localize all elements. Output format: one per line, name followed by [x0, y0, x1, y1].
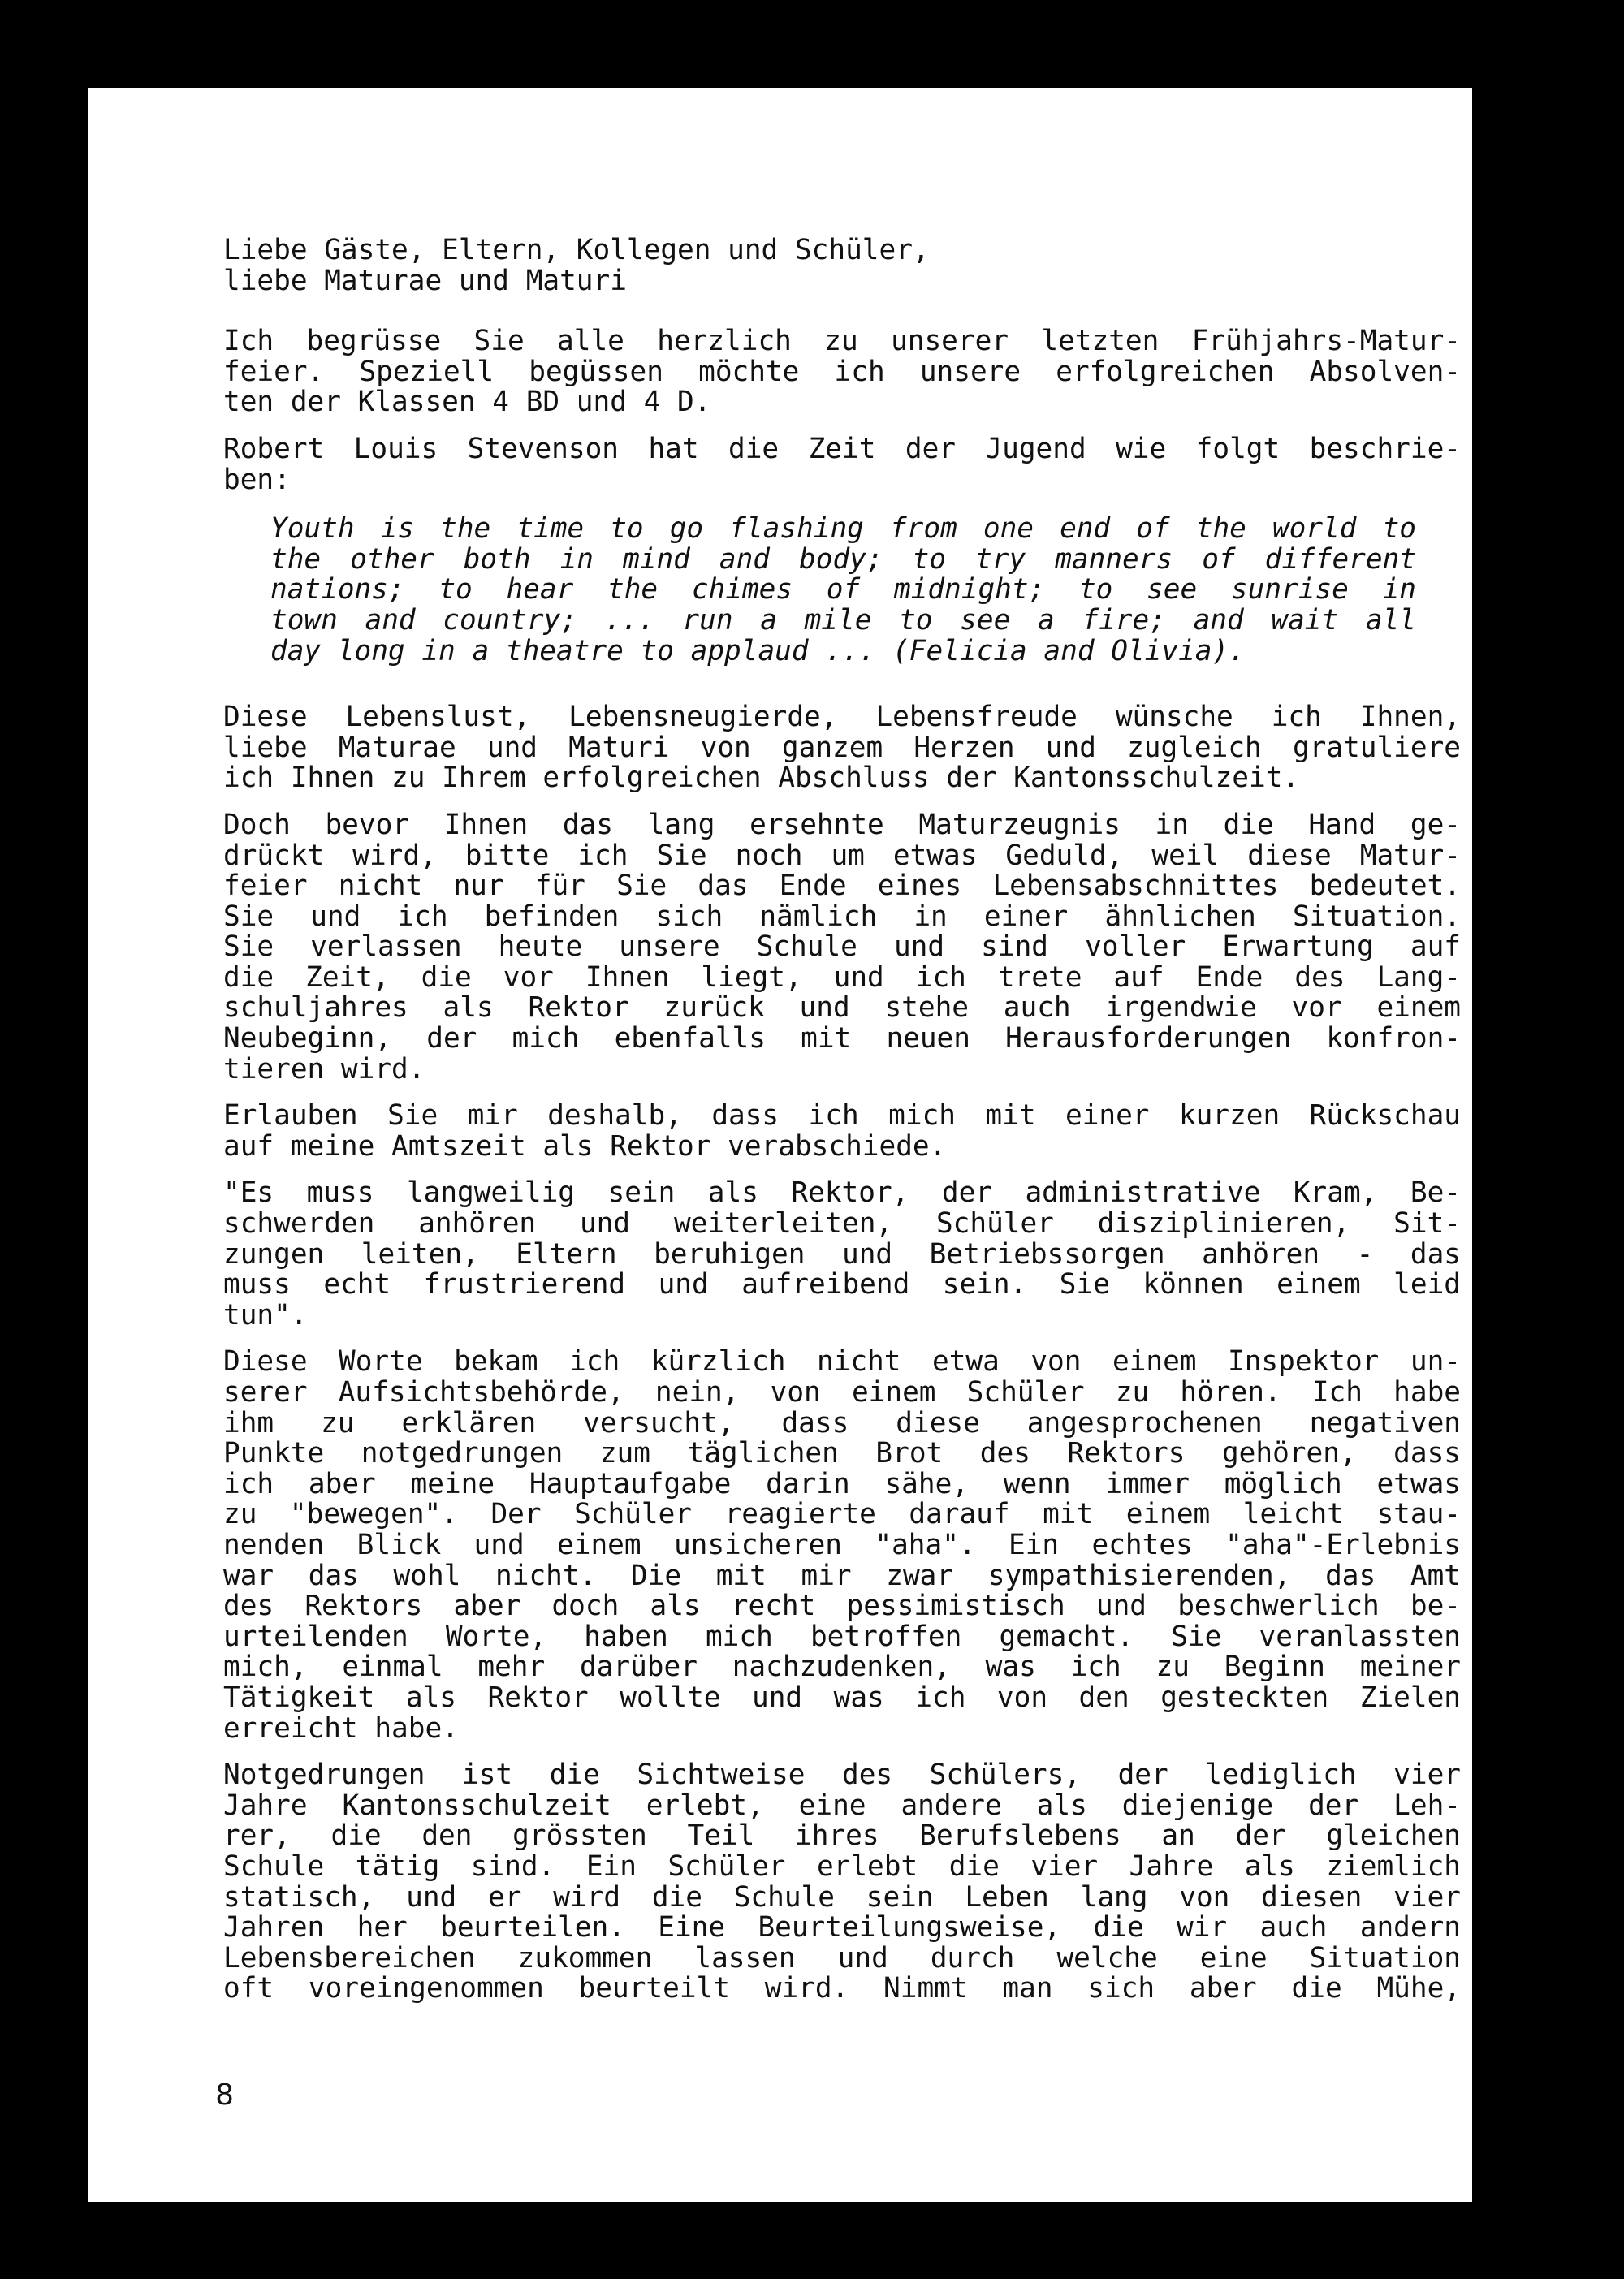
text-line: schuljahres als Rektor zurück und stehe auch irgendwie vor einem: [223, 993, 1461, 1025]
text-line: Diese Lebenslust, Lebensneugierde, Lebensfreude wünsche ich Ihnen,: [223, 702, 1461, 733]
text-line: ihm zu erklären versucht, dass diese angesprochenen negativen: [223, 1408, 1461, 1439]
text-line: Liebe Gäste, Eltern, Kollegen und Schüler,: [223, 235, 930, 266]
paragraph: [223, 810, 1461, 1085]
text-line: oft voreingenommen beurteilt wird. Nimmt man sich aber die Mühe,: [223, 1974, 1461, 2005]
text-line: feier nicht nur für Sie das Ende eines Lebensabschnittes bedeutet.: [223, 871, 1461, 902]
text-line: Robert Louis Stevenson hat die Zeit der Jugend wie folgt beschrie-: [223, 434, 1461, 465]
text-line: Jahre Kantonsschulzeit erlebt, eine andere als diejenige der Leh-: [223, 1790, 1461, 1822]
stevenson-quote: [270, 514, 1416, 667]
text-line: Tätigkeit als Rektor wollte und was ich von den gesteckten Zielen: [223, 1682, 1461, 1714]
text-line: Sie und ich befinden sich nämlich in einer ähnlichen Situation.: [223, 901, 1461, 933]
text-line: ten der Klassen 4 BD und 4 D.: [223, 387, 711, 418]
text-line: Jahren her beurteilen. Eine Beurteilungsweise, die wir auch andern: [223, 1913, 1461, 1944]
text-line: "Es muss langweilig sein als Rektor, der administrative Kram, Be-: [223, 1178, 1461, 1210]
text-line: the other both in mind and body; to try manners of different: [270, 544, 1416, 576]
paragraph: [223, 1347, 1461, 1744]
text-line: ben:: [223, 464, 291, 496]
text-line: erreicht habe.: [223, 1713, 459, 1745]
paragraph: [223, 1101, 1461, 1162]
text-line: Sie verlassen heute unsere Schule und sind voller Erwartung auf: [223, 932, 1461, 963]
text-line: war das wohl nicht. Die mit mir zwar sympathisierenden, das Amt: [223, 1560, 1461, 1592]
text-line: town and country; ... run a mile to see a fire; and wait all: [270, 605, 1416, 637]
paragraph: [223, 702, 1461, 794]
text-line: Ich begrüsse Sie alle herzlich zu unserer letzten Frühjahrs-Matur-: [223, 326, 1461, 357]
paragraph: [223, 326, 1461, 418]
text-line: Lebensbereichen zukommen lassen und durch welche eine Situation: [223, 1943, 1461, 1975]
paragraph: [223, 1760, 1461, 2005]
text-line: liebe Maturae und Maturi von ganzem Herzen und zugleich gratuliere: [223, 732, 1461, 764]
text-line: tun".: [223, 1300, 308, 1332]
text-line: Notgedrungen ist die Sichtweise des Schülers, der lediglich vier: [223, 1760, 1461, 1791]
text-line: die Zeit, die vor Ihnen liegt, und ich trete auf Ende des Lang-: [223, 962, 1461, 994]
text-line: mich, einmal mehr darüber nachzudenken, was ich zu Beginn meiner: [223, 1652, 1461, 1683]
text-line: Erlauben Sie mir deshalb, dass ich mich mit einer kurzen Rückschau: [223, 1101, 1461, 1132]
text-line: statisch, und er wird die Schule sein Leben lang von diesen vier: [223, 1882, 1461, 1914]
text-line: drückt wird, bitte ich Sie noch um etwas Geduld, weil diese Matur-: [223, 840, 1461, 872]
text-line: tieren wird.: [223, 1054, 425, 1086]
text-line: nenden Blick und einem unsicheren "aha". Ein echtes "aha"-Erlebnis: [223, 1530, 1461, 1561]
text-line: auf meine Amtszeit als Rektor verabschiede.: [223, 1131, 947, 1163]
text-line: zungen leiten, Eltern beruhigen und Betriebssorgen anhören - das: [223, 1239, 1461, 1271]
text-line: Diese Worte bekam ich kürzlich nicht etwa von einem Inspektor un-: [223, 1347, 1461, 1378]
text-line: feier. Speziell begüssen möchte ich unsere erfolgreichen Absolven-: [223, 356, 1461, 388]
page-number: 8: [216, 2078, 234, 2112]
text-line: ich aber meine Hauptaufgabe darin sähe, wenn immer möglich etwas: [223, 1469, 1461, 1500]
text-line: rer, die den grössten Teil ihres Berufslebens an der gleichen: [223, 1821, 1461, 1852]
text-line: Neubeginn, der mich ebenfalls mit neuen Herausforderungen konfron-: [223, 1024, 1461, 1055]
salutation: [223, 235, 1461, 296]
text-line: Youth is the time to go flashing from one end of the world to: [270, 514, 1416, 545]
text-line: liebe Maturae und Maturi: [223, 265, 627, 297]
text-line: muss echt frustrierend und aufreibend sein. Sie können einem leid: [223, 1270, 1461, 1301]
paragraph: [223, 1178, 1461, 1331]
text-line: Doch bevor Ihnen das lang ersehnte Maturzeugnis in die Hand ge-: [223, 809, 1461, 841]
document-page: [88, 88, 1472, 2202]
paragraph: [223, 434, 1461, 495]
text-line: Punkte notgedrungen zum täglichen Brot des Rektors gehören, dass: [223, 1439, 1461, 1470]
text-line: day long in a theatre to applaud ... (Felicia and Olivia).: [270, 636, 1246, 667]
body-text: [223, 235, 1461, 2021]
text-line: Schule tätig sind. Ein Schüler erlebt die vier Jahre als ziemlich: [223, 1851, 1461, 1883]
text-line: urteilenden Worte, haben mich betroffen gemacht. Sie veranlassten: [223, 1621, 1461, 1653]
text-line: serer Aufsichtsbehörde, nein, von einem Schüler zu hören. Ich habe: [223, 1378, 1461, 1409]
text-line: ich Ihnen zu Ihrem erfolgreichen Abschluss der Kantonsschulzeit.: [223, 763, 1300, 794]
text-line: des Rektors aber doch als recht pessimistisch und beschwerlich be-: [223, 1591, 1461, 1622]
text-line: nations; to hear the chimes of midnight; to see sunrise in: [270, 575, 1416, 606]
text-line: schwerden anhören und weiterleiten, Schüler disziplinieren, Sit-: [223, 1209, 1461, 1240]
text-line: zu "bewegen". Der Schüler reagierte darauf mit einem leicht stau-: [223, 1500, 1461, 1530]
